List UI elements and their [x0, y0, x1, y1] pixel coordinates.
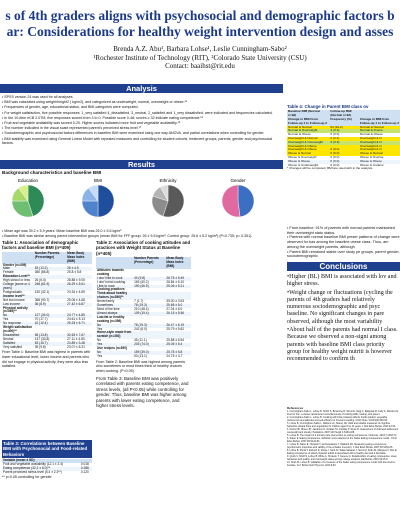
table-cell: 24.89 ± 3.48: [66, 342, 92, 346]
table-cell: 203 (74.0): [133, 343, 165, 347]
chart-label: Ethnicity: [159, 178, 177, 183]
table4-block: [287, 104, 400, 171]
table-cell: 26.15 ± 5.56: [165, 312, 191, 316]
reference-item: 6. Satter E. Eating competence: definition and evidence for the Satter Eating Competence model. J Nutr Educ Behav. 2007;39:S142-53.: [287, 437, 397, 443]
table-cell: No: [96, 324, 133, 328]
table-cell: 109 (19.4): [133, 312, 165, 316]
chart-label: Education: [17, 178, 39, 183]
poster-header: [0, 0, 400, 72]
table-cell: Obese & Normal: [359, 152, 400, 156]
pie-slice: [82, 201, 98, 217]
reference-item: 4. Krebs NF, Himes JH, Jacobson D, Nicklas TA, Guilday P, Styne D. Assessment of child and adolescent overweight and obesity. Pediatrics. 2007;120 Suppl 4:S193-228.: [287, 428, 399, 434]
reference-item: 10. Krall JS, Lohse B. Validation of a measure of the Satter eating competence model with low-income females. Int J Behav Nutr Phys Act. 2011;8:26.: [287, 461, 395, 467]
table1-head: Number Parents (Percentage): [34, 252, 66, 264]
table-cell: I don't mind cooking: [97, 279, 126, 284]
table-cell: 25.06 ± 5.21: [165, 285, 191, 289]
table-cell: 0 (0.0): [329, 160, 359, 164]
table-cell: I like to cook: [96, 285, 133, 289]
chart-label: BMI: [93, 178, 103, 183]
table-cell: 24.75 ± 4.7: [166, 353, 183, 358]
table-cell: 190 (46.9): [133, 285, 165, 289]
table-cell: Postgraduate: [3, 289, 22, 294]
table-cell: 0.288: [80, 467, 92, 471]
table-cell: Income level**: [2, 295, 34, 299]
table-cell: Parent perceived stress level (5.4 ± 2.3**): [3, 469, 62, 474]
table-cell: Fruit and vegetable availability (12.1 ± 2.4): [3, 462, 64, 467]
conclusion-item: •About half of the parents had normal I class. Because we observed a non-signi among parents with baseline BMI class priority group for healthy weight nutriti is however recommended to confirm th: [287, 327, 398, 363]
table4-subhead: Frequency (%): [329, 118, 359, 126]
table-cell: Female: [3, 270, 14, 275]
reference-item: 5. Lohse B. The impact of a primary care intervention on eating competence. Nutrients. 2015;7:1453-72.: [287, 434, 397, 437]
table2-title: Table 2: Association of cooking attitudes and practices with Weight Status at Baseline (n=405): [96, 240, 191, 256]
table-cell: Overweight & N: [359, 137, 400, 141]
table-cell: Obese & Overwe: [359, 154, 384, 159]
table-cell: Overweight & O: [359, 141, 400, 145]
stats-line: • Mean age was 39.2 ± 5.9 years. Mean baseline BMI was 25.0 ± 5.6 kg/m²: [2, 229, 122, 233]
table-cell: Normal & Normal: [359, 126, 400, 130]
table3-summary: From Table 3: Baseline BMI was positively correlated with parents eating competence, and stress levels, (all P<0.05) while controlling for gender. Thus, baseline BMI was higher among parents with lower eating competence, and higher stress levels.: [96, 375, 189, 409]
note-item: • Parents with normal baseline BMI preser patterns of change were observed for bas among the baseline obese class. Thus, am among the overweight parents, although: [287, 235, 400, 249]
table-cell: 78 (19.3): [133, 324, 165, 328]
table-cell: 63 (15.7): [34, 342, 66, 346]
table-cell: Overweight & Overweight: [287, 141, 329, 145]
table-cell: 0 (0.0): [329, 152, 359, 156]
table-cell: Male: [2, 267, 34, 271]
table-cell: 78 (19.3): [133, 304, 165, 308]
table-cell: No: [96, 351, 133, 355]
table-cell: 27.11 ± 4.83: [67, 336, 85, 341]
table-cell: Low income: [2, 303, 34, 307]
reference-item: 7. Lohse B, Satter E, Horacek T, Gebreselassie T, Oakland MJ. Measuring eating competence: psychometric properties and validity of the ecSatter Inventory. J Nutr Educ Behav. 2007;39:S154-66.: [287, 443, 393, 449]
chart-label: Gender: [230, 178, 246, 183]
table4-subhead: Change in BMI from Follow-up 1 to Follow-up 2: [359, 117, 399, 125]
table-row: [96, 355, 191, 359]
table-cell: 53 (13.1): [134, 353, 147, 358]
table-cell: 25.06 ± 4.68: [67, 297, 85, 302]
table-cell: 27.04 ± 6.0: [166, 307, 183, 311]
table-cell: Obese & Normal: [287, 152, 329, 156]
table-cell: Dissatisfied: [2, 334, 34, 338]
conclusion-item: •Higher (BL) BMI is associated with lov and higher stress.: [287, 274, 397, 288]
analysis-banner: Analysis: [0, 84, 283, 93]
table4-notes: [287, 226, 400, 259]
table3-note: ** p<0.05 controlling for gender: [2, 474, 52, 479]
table-cell: 23.07 ± 6.31: [67, 344, 85, 349]
table-cell: 84 (91.2): [329, 126, 359, 130]
table1-note: From Table 1: Baseline BMI was highest in parents with lower educational level, lower income and parents who did not engage in physical activity; they were also less satisfied.: [2, 350, 91, 369]
table-cell: 25.33 ± 6.71: [66, 322, 92, 326]
table-cell: Home-style made from scratch (n=392): [97, 330, 132, 339]
table-cell: Never/rarely: [97, 299, 115, 304]
table-cell: Physical activity (n=365)**: [3, 305, 28, 314]
table-cell: 24.77 ± 4.85: [66, 314, 92, 318]
table-cell: Overweight & O: [359, 148, 400, 152]
table-cell: 248 (61.9): [34, 283, 66, 291]
pie-slice: [222, 185, 240, 217]
analysis-item: • The number indicated in the visual scale represented parent's perceived stress level.¹⁷: [2, 126, 142, 131]
pie-slice: [238, 185, 254, 217]
table-cell: 25.88 ± 6.54: [166, 338, 185, 343]
analysis-item: • Fruit and vegetable availability was scored 0-20. Higher scores indicated more fruit and vegetable availability.¹⁶: [2, 120, 181, 125]
table-cell: Use recipes (n=390): [97, 346, 128, 351]
stats-line: • Baseline BMI was similar among parent intervention groups (mean BMI for FFF group: 26 ± 5.5 kg/m²; Control group: 25.6 ± 5.2 kg/m²) (P<0.735; p= 0.351).: [2, 234, 253, 239]
table-cell: Normal & Overweight: [287, 129, 329, 133]
table-cell: 26 ± 4.5: [66, 267, 92, 271]
table4: [287, 110, 400, 167]
table-cell: 35.00 ± 3.53: [166, 299, 185, 304]
table-cell: Satisfied: [2, 342, 34, 346]
table-cell: Obese & Underw: [359, 162, 384, 167]
authors: Brenda A.Z. Abu¹, Barbara Lohse¹, Leslie Cunningham-Sabo²: [113, 45, 287, 53]
table-cell: 24.61 ± 5.13: [67, 317, 85, 322]
table-cell: Overweight & Obese: [287, 148, 329, 152]
table-cell: Not low income: [3, 297, 25, 302]
analysis-item: • In the 10-item eCB 2.0TM, five responses scored from 3 to 0. Possible score 0-48; scores ≥ 32 indicate eating competence.¹⁵: [2, 115, 204, 120]
table-cell: 26 (6.4): [34, 278, 46, 283]
table-row: [2, 346, 92, 350]
table-cell: 25.78 ± 5.8: [165, 351, 191, 355]
table-cell: 2 (2.2): [329, 137, 359, 141]
table-cell: Education Level**: [2, 275, 34, 279]
table-cell: Most of the time: [97, 307, 120, 311]
reference-item: 3. Lohse B, Cunningham-Sabo L, Walters LA, Stacey JE. Valid and reliable measures of cognitive behaviors toward fruits and vegetables for children aged 9 to 11 years. J Nutr Educ Behav. 2011;43:42-: [287, 422, 396, 428]
table3: [2, 459, 92, 475]
table-cell: 39 (9.8): [34, 344, 46, 349]
poster-title-line1: s of 4th graders aligns with psychosocial and demographic factors b: [5, 8, 395, 23]
table-cell: Low-fat or healthy cooking (n=396): [97, 314, 125, 323]
table4-note: * Changes will be computed. BMI are used with in the analysis.: [287, 166, 374, 171]
table-cell: 40 (9.8): [133, 277, 165, 281]
table4-head: Baseline BMI (Normal n=92): [287, 110, 329, 118]
table4-title: Table 4: Change in Parent BMI class ov: [287, 104, 369, 109]
table-cell: Eating competence (32.2 ± 8.0)**: [2, 467, 77, 471]
reference-item: 1. Cunningham-Sabo L, Lohse B, Smith S, Browning R, Strutz E, Nigg C, Balgopal M, Kelly K, Ramirez E. Fuel for Fun: a cluster-randomized controlled study of cooking skills, tasting, and parent: [287, 410, 399, 416]
analysis-item: • Frequencies of gender, age, educational status, and BMI categories were computed.: [2, 105, 139, 110]
reference-item: 9. Quick V, Shoff S, Lohse B, White A, Horacek T, Greene G. Relationships of eating competence, sleep behaviors and quality, and overweight status among college students. Eat Behav. 2015;19:15-9.: [287, 455, 397, 461]
note-item: • Parent BMI remained stable over study pe groups, parent gender, sociodemographic: [287, 249, 400, 259]
table-cell: 26.29 ± 5.61: [66, 283, 92, 291]
table-cell: No: [97, 338, 102, 343]
table-cell: 36 (8.9): [34, 303, 66, 307]
table-cell: 0 (0.0): [330, 154, 340, 159]
table-cell: 27.42 ± 6.87: [66, 303, 92, 307]
table-cell: 130 (32.1): [34, 289, 50, 294]
references-title: References: [287, 406, 304, 410]
table4-head: Follow-up BMI (Normal n=92): [329, 110, 359, 118]
table-cell: Obese & Obese: [287, 160, 329, 164]
contact: Contact: baaihst@rit.edu: [165, 62, 235, 70]
table-cell: 0 (0.0): [329, 148, 359, 152]
table-cell: Think about healthy choices (n=396)**: [96, 292, 133, 300]
table-cell: Sometimes: [96, 304, 133, 308]
table-cell: Overweight & Normal: [287, 137, 329, 141]
table3-title: Table 3: Correlations between Baseline BMI with Psychosocial and Food-related Behaviors: [2, 440, 92, 458]
table-cell: 0 (0.0): [330, 132, 340, 137]
table-cell: 137 (33.8): [34, 336, 50, 341]
table-cell: Normal & Obese: [359, 132, 383, 137]
charts-title: Background characteristics and baseline BMI: [2, 170, 102, 175]
table-cell: 0 (0.0): [330, 162, 340, 167]
table2-head: Number Parents (Percentage): [133, 257, 165, 269]
table-cell: 53 (13.2): [34, 267, 66, 271]
table-cell: 127 (34.0): [34, 314, 66, 318]
table-cell: 26.47 ± 6.19: [165, 324, 191, 328]
table1-title: Table 1: Association of demographic factors and baseline BMI (n=409): [2, 240, 79, 251]
table-cell: 32.63 ± 7.67: [66, 334, 92, 338]
poster-title-line2: ar: Considerations for healthy weight intervention design and asses: [6, 24, 394, 39]
reference-item: 2. Cunningham-Sabo L, Lohse B. Cooking with Kids positively affects fourth graders' vegetable preferences and attitudes and self-efficacy for food and cooking. Child Obes. 2013;9(6):549-56.: [287, 416, 388, 422]
table-cell: No: [2, 314, 34, 318]
table1-block: [2, 240, 92, 369]
table-cell: 24.34 ± 4.69: [67, 289, 85, 294]
table-cell: Yes: [97, 353, 103, 358]
table-cell: Normal & Overw: [359, 129, 400, 133]
table-cell: 42 (10.4): [34, 322, 66, 326]
table-cell: 3 (3.3): [329, 141, 359, 145]
table-cell: High school or less: [3, 278, 30, 283]
table2-head: Mean Body Mass Index (BMI): [165, 257, 191, 269]
table-cell: Overweight & Obese: [287, 145, 329, 149]
table1-head: Mean Body Mass Index (BMI): [66, 252, 92, 264]
table-cell: 25.8 ± 5.8: [67, 270, 82, 275]
table-cell: 0.120: [80, 469, 89, 474]
references: [287, 407, 400, 467]
table-cell: 210 (48.4): [134, 307, 149, 311]
table1-head: [2, 252, 34, 264]
note-item: • From baseline, 91% of parents with normal parents maintained their overweight statu status.: [287, 226, 395, 235]
conclusions-banner: Conclusions: [287, 262, 400, 271]
analysis-item: • BMI stability was examined using General Linear Model with repeated measures and controlling for student cohorts, treatment groups, parents, gender and psychosocial factors.: [2, 136, 273, 146]
conclusion-item: •Weight change or fluctuations (cycling the parents of 4th graders had relatively numerous sociodemographic and psyc baseline. No significant changes in pare observed, although the most variability: [287, 289, 393, 325]
table-cell: 0.018: [80, 462, 89, 467]
table-cell: Cooking practices: [97, 287, 125, 292]
table-cell: 159 (39.0): [133, 351, 165, 355]
table3-block: [2, 440, 92, 480]
table-cell: 350 (86.8): [34, 270, 50, 275]
table-cell: 45 (11.1): [134, 338, 147, 343]
analysis-item: • For weight satisfaction, five possible responses: 1_very satisfied 4_dissatisfied, 3_neutral, 2_satisfied and 1_very dissatisfied, were indicated and frequencies calculated.: [2, 110, 273, 115]
table-cell: Obese & Overweight: [288, 154, 317, 159]
table-cell: 56 (13.8): [34, 334, 66, 338]
table-cell: Gender (n=409): [3, 262, 27, 267]
analysis-item: • SPSS version 24 was used for all analyses.: [2, 95, 74, 99]
analysis-item: • BMI was calculated using weight/height2 ( kg/m2), and categorized as underweight, normal, overweight or obese.¹⁴: [2, 100, 188, 105]
table-cell: Obese & Obese: [359, 160, 400, 164]
results-stats: [2, 229, 281, 239]
table-cell: No response: [2, 322, 34, 326]
reference-item: 8. Lohse B, Psota T, Estruch R, Zazpe I, Sorli JV, Salas-Salvado J, Serra M, Krall JS, Marquez F, Ros E. Eating competence of elderly Spanish adults is associated with a healthy diet and a favorable: [287, 449, 398, 455]
table-cell: I don't like to cook: [96, 277, 133, 281]
table-cell: Weight satisfaction (n=400)**: [3, 325, 33, 333]
table-cell: Normal & Normal: [287, 126, 329, 130]
table-cell: 7 (1.7): [134, 299, 144, 304]
table-cell: Yes: [96, 343, 133, 347]
conclusions-list: [287, 274, 400, 365]
table2: [96, 257, 191, 359]
table2-note: From Table 2: Baseline BMI was highest among parents who sometimes or most times think of healthy choices when cooking. (P<0.05): [96, 359, 186, 373]
table-cell: Obese & Underweight: [288, 162, 319, 167]
table-cell: Neutral: [3, 336, 14, 341]
table-cell: 26.75 ± 5.49: [165, 277, 191, 281]
table-cell: 368 (90.7): [34, 297, 50, 302]
background-charts: [0, 177, 283, 229]
table-cell: College (some or 4 years): [2, 283, 34, 291]
table-cell: 163 (40.2): [134, 279, 149, 284]
table-cell: 28.88 ± 9.05: [67, 278, 85, 283]
analysis-item: • Sociodemographic and psychosocial factors differences in baseline BMI were examined using one way ANOVA, and partial correlations when controlling for gender.: [2, 131, 265, 136]
pie-slice: [98, 185, 114, 217]
table-cell: Very satisfied: [3, 344, 22, 349]
table-cell: Overweight & O: [359, 145, 400, 149]
table-cell: 25.79 ± 5.62: [166, 326, 185, 331]
table-cell: 25.05 ± 5.4: [165, 343, 191, 347]
table-cell: 3 (3.3): [329, 129, 359, 133]
table-cell: 242 (6.0): [134, 326, 147, 331]
table-cell: 25.68 ± 6.0: [165, 304, 191, 308]
table-cell: 70 (17.7): [34, 317, 48, 322]
table-cell: Almost always: [96, 312, 133, 316]
affiliations: ¹Rochester Institute of Technology (RIT), ²Colorado State University (CSU): [93, 53, 307, 62]
table-cell: 26.84 ± 6.10: [166, 279, 185, 284]
analysis-list: [2, 95, 281, 146]
table4-subhead: Change in BMI From Follow-up 1 to Follow-up 2: [287, 118, 329, 126]
table2-block: [96, 240, 191, 409]
table-cell: Yes: [97, 326, 103, 331]
results-banner: Results: [0, 160, 283, 169]
table-cell: Yes: [3, 317, 9, 322]
table-cell: Attitudes towards cooking: [97, 267, 124, 276]
table1: [2, 252, 92, 350]
table-cell: Normal & Obese: [288, 132, 311, 137]
table3-head: Variable (mean ± SD): [2, 459, 77, 463]
